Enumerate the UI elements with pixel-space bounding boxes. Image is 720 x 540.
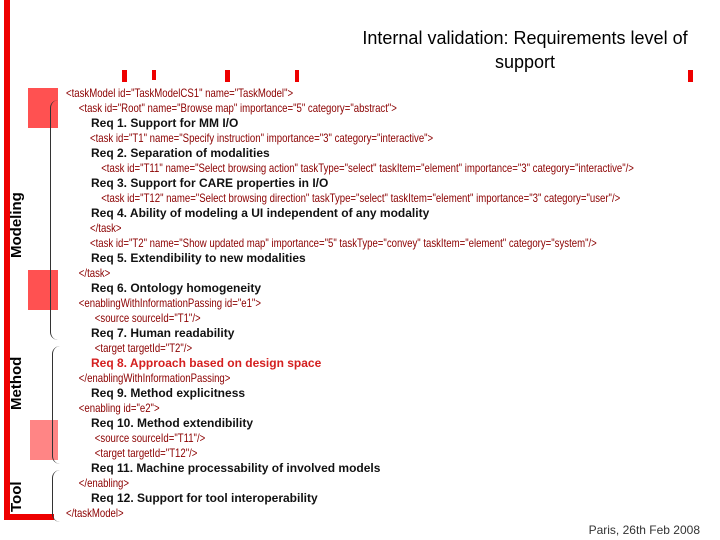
xml-line: <enablingWithInformationPassing id="e1">	[78, 296, 261, 310]
requirement-5: Req 5. Extendibility to new modalities	[91, 251, 306, 265]
modeling-label: Modeling	[8, 192, 25, 258]
xml-line: <task id="T2" name="Show updated map" importance="5" taskType="convey" taskItem="element" category="system"/>	[90, 236, 597, 250]
tool-brace	[52, 470, 61, 522]
footer-text: Paris, 26th Feb 2008	[588, 523, 700, 537]
tool-label: Tool	[8, 481, 25, 512]
decor-tick	[225, 70, 230, 82]
bottom-red-bar	[4, 514, 54, 520]
requirement-6: Req 6. Ontology homogeneity	[91, 281, 262, 295]
method-brace	[52, 346, 61, 464]
xml-line: </enablingWithInformationPassing>	[78, 371, 231, 385]
requirement-4: Req 4. Ability of modeling a UI independent of any modality	[91, 206, 430, 220]
requirement-10: Req 10. Method extendibility	[91, 416, 254, 430]
requirement-7: Req 7. Human readability	[91, 326, 235, 340]
decor-tick	[122, 70, 127, 82]
requirement-2: Req 2. Separation of modalities	[91, 146, 270, 160]
requirement-12: Req 12. Support for tool interoperability	[91, 491, 318, 505]
xml-line: <taskModel id="TaskModelCS1" name="TaskModel">	[66, 86, 294, 100]
xml-line: <task id="T12" name="Select browsing direction" taskType="select" taskItem="element" importance="3" category="user"/>	[101, 191, 621, 205]
xml-line: <task id="T11" name="Select browsing action" taskType="select" taskItem="element" importance="3" category="interactive"/>	[101, 161, 634, 175]
requirement-1: Req 1. Support for MM I/O	[91, 116, 239, 130]
xml-line: <task id="Root" name="Browse map" importance="5" category="abstract">	[78, 101, 397, 115]
modeling-brace	[50, 100, 59, 340]
decor-tick	[295, 70, 299, 82]
xml-line: <source sourceId="T1"/>	[94, 311, 201, 325]
xml-line: </task>	[90, 221, 122, 235]
xml-line: </enabling>	[78, 476, 129, 490]
left-red-bar	[4, 0, 10, 520]
xml-line: <task id="T1" name="Specify instruction" importance="3" category="interactive">	[90, 131, 434, 145]
requirement-3: Req 3. Support for CARE properties in I/O	[91, 176, 329, 190]
xml-line: </taskModel>	[66, 506, 124, 520]
xml-line: <target targetId="T2"/>	[94, 341, 193, 355]
xml-line: <target targetId="T12"/>	[94, 446, 198, 460]
slide-title: Internal validation: Requirements level of support	[362, 28, 688, 72]
requirement-11: Req 11. Machine processability of involved models	[91, 461, 381, 475]
method-label: Method	[8, 356, 25, 410]
requirement-9: Req 9. Method explicitness	[91, 386, 246, 400]
xml-line: <enabling id="e2">	[78, 401, 160, 415]
requirement-8: Req 8. Approach based on design space	[91, 356, 322, 370]
decor-tick	[152, 70, 156, 80]
xml-line: <source sourceId="T11"/>	[94, 431, 206, 445]
content-flow	[66, 86, 716, 521]
xml-line: </task>	[78, 266, 111, 280]
